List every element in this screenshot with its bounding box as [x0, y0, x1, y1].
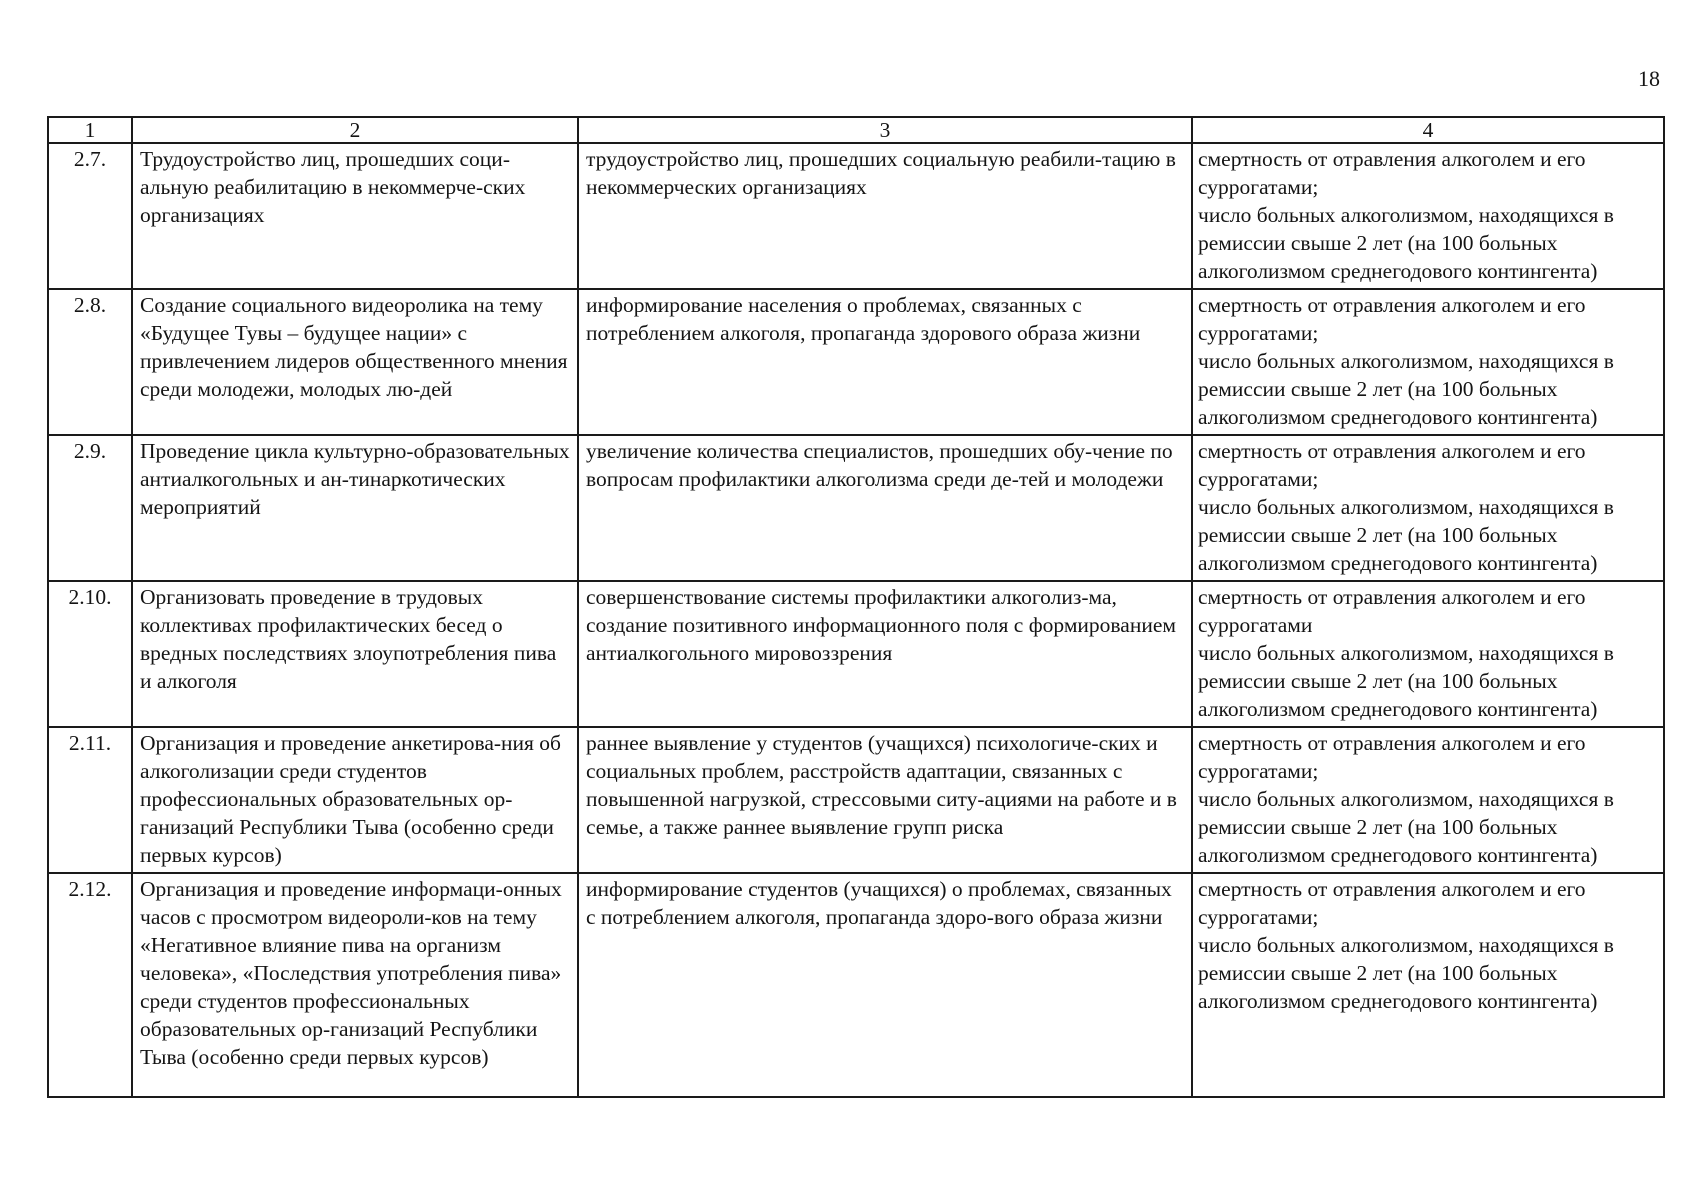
indicator-mortality: смертность от отравления алкоголем и его суррогатами; — [1198, 439, 1586, 491]
activity-cell: Проведение цикла культурно-образовательных антиалкогольных и ан-тинаркотических мероприятий — [132, 435, 578, 581]
row-number: 2.12. — [48, 873, 132, 1097]
indicator-remission: число больных алкоголизмом, находящихся в ремиссии свыше 2 лет (на 100 больных алкоголизмом среднегодового контингента) — [1198, 787, 1614, 867]
activity-cell: Организовать проведение в трудовых коллективах профилактических бесед о вредных последствиях злоупотребления пива и алкоголя — [132, 581, 578, 727]
header-col-1: 1 — [48, 117, 132, 143]
indicator-mortality: смертность от отравления алкоголем и его суррогатами; — [1198, 877, 1586, 929]
indicator-mortality: смертность от отравления алкоголем и его суррогатами — [1198, 585, 1586, 637]
indicator-cell — [1192, 143, 1664, 289]
indicator-cell — [1192, 581, 1664, 727]
table-row — [48, 581, 1664, 727]
indicator-mortality: смертность от отравления алкоголем и его суррогатами; — [1198, 147, 1586, 199]
indicator-remission: число больных алкоголизмом, находящихся в ремиссии свыше 2 лет (на 100 больных алкоголизмом среднегодового контингента) — [1198, 349, 1614, 429]
indicator-remission: число больных алкоголизмом, находящихся в ремиссии свыше 2 лет (на 100 больных алкоголизмом среднегодового контингента) — [1198, 203, 1614, 283]
activity-cell: Трудоустройство лиц, прошедших соци-альную реабилитацию в некоммерче-ских организациях — [132, 143, 578, 289]
result-cell: совершенствование системы профилактики алкоголиз-ма, создание позитивного информационного поля с формированием антиалкогольного мировоззрения — [578, 581, 1192, 727]
table-row — [48, 289, 1664, 435]
row-number: 2.11. — [48, 727, 132, 873]
measures-table — [47, 116, 1665, 1098]
result-cell: раннее выявление у студентов (учащихся) психологиче-ских и социальных проблем, расстройств адаптации, связанных с повышенной нагрузкой, стрессовыми ситу-ациями на работе и в семье, а также раннее выявление групп риска — [578, 727, 1192, 873]
table-header-row — [48, 117, 1664, 143]
result-cell: информирование студентов (учащихся) о проблемах, связанных с потреблением алкоголя, пропаганда здоро-вого образа жизни — [578, 873, 1192, 1097]
activity-cell: Создание социального видеоролика на тему «Будущее Тувы – будущее нации» с привлечением лидеров общественного мнения среди молодежи, молодых лю-дей — [132, 289, 578, 435]
indicator-cell — [1192, 435, 1664, 581]
row-number: 2.9. — [48, 435, 132, 581]
result-cell: информирование населения о проблемах, связанных с потреблением алкоголя, пропаганда здорового образа жизни — [578, 289, 1192, 435]
indicator-cell — [1192, 727, 1664, 873]
row-number: 2.8. — [48, 289, 132, 435]
indicator-cell — [1192, 873, 1664, 1097]
header-col-3: 3 — [578, 117, 1192, 143]
page-number: 18 — [1638, 66, 1660, 91]
table-row — [48, 143, 1664, 289]
header-col-4: 4 — [1192, 117, 1664, 143]
result-cell: увеличение количества специалистов, прошедших обу-чение по вопросам профилактики алкоголизма среди де-тей и молодежи — [578, 435, 1192, 581]
row-number: 2.7. — [48, 143, 132, 289]
indicator-remission: число больных алкоголизмом, находящихся в ремиссии свыше 2 лет (на 100 больных алкоголизмом среднегодового контингента) — [1198, 933, 1614, 1013]
table-row — [48, 435, 1664, 581]
activity-cell: Организация и проведение информаци-онных часов с просмотром видеороли-ков на тему «Негативное влияние пива на организм человека», «Последствия употребления пива» среди студентов профессиональных образовательных ор-ганизаций Республики Тыва (особенно среди первых курсов) — [132, 873, 578, 1097]
indicator-remission: число больных алкоголизмом, находящихся в ремиссии свыше 2 лет (на 100 больных алкоголизмом среднегодового контингента) — [1198, 495, 1614, 575]
indicator-mortality: смертность от отравления алкоголем и его суррогатами; — [1198, 731, 1586, 783]
row-number: 2.10. — [48, 581, 132, 727]
activity-cell: Организация и проведение анкетирова-ния об алкоголизации среди студентов профессиональных образовательных ор-ганизаций Республики Тыва (особенно среди первых курсов) — [132, 727, 578, 873]
result-cell: трудоустройство лиц, прошедших социальную реабили-тацию в некоммерческих организациях — [578, 143, 1192, 289]
indicator-remission: число больных алкоголизмом, находящихся в ремиссии свыше 2 лет (на 100 больных алкоголизмом среднегодового контингента) — [1198, 641, 1614, 721]
table-row — [48, 727, 1664, 873]
table-row — [48, 873, 1664, 1097]
indicator-mortality: смертность от отравления алкоголем и его суррогатами; — [1198, 293, 1586, 345]
indicator-cell — [1192, 289, 1664, 435]
header-col-2: 2 — [132, 117, 578, 143]
